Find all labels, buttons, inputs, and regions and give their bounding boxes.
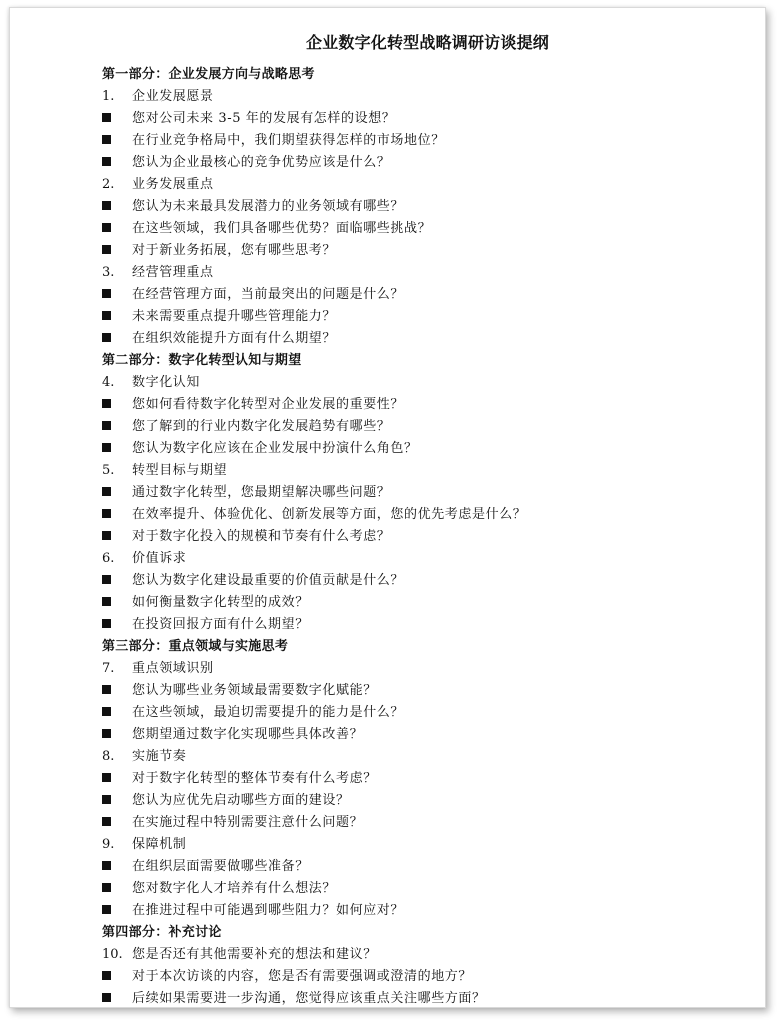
item-label: 企业发展愿景 [132,89,214,104]
item-number: 8. [102,749,115,764]
item-label: 经营管理重点 [132,265,214,280]
question-item [102,526,745,548]
question-text: 您如何看待数字化转型对企业发展的重要性？ [132,397,405,412]
square-bullet-icon [102,993,111,1002]
numbered-item [102,86,745,108]
square-bullet-icon [102,883,111,892]
question-item [102,416,745,438]
question-item [102,482,745,504]
square-bullet-icon [102,597,111,606]
question-text: 对于数字化转型的整体节奏有什么考虑？ [132,771,377,786]
section-heading: 第三部分：重点领域与实施思考 [102,639,289,654]
numbered-item [102,944,745,966]
item-number: 6. [102,551,115,566]
question-item [102,152,745,174]
question-item [102,966,745,988]
question-text: 对于新业务拓展，您有哪些思考？ [132,243,337,258]
question-text: 在实施过程中特别需要注意什么问题？ [132,815,364,830]
square-bullet-icon [102,619,111,628]
question-text: 在投资回报方面有什么期望？ [132,617,309,632]
square-bullet-icon [102,399,111,408]
square-bullet-icon [102,157,111,166]
question-text: 您认为哪些业务领域最需要数字化赋能？ [132,683,377,698]
square-bullet-icon [102,773,111,782]
square-bullet-icon [102,245,111,254]
item-number: 7. [102,661,115,676]
question-text: 在经营管理方面，当前最突出的问题是什么？ [132,287,405,302]
document-title: 企业数字化转型战略调研访谈提纲 [305,33,549,52]
square-bullet-icon [102,509,111,518]
question-text: 在这些领域，我们具备哪些优势？面临哪些挑战？ [132,221,432,236]
question-item [102,504,745,526]
question-item [102,988,745,1010]
question-text: 如何衡量数字化转型的成效？ [132,595,309,610]
question-text: 在效率提升、体验优化、创新发展等方面，您的优先考虑是什么？ [132,507,527,522]
question-item [102,790,745,812]
question-text: 后续如果需要进一步沟通，您觉得应该重点关注哪些方面？ [132,991,486,1006]
question-text: 未来需要重点提升哪些管理能力？ [132,309,337,324]
question-item [102,306,745,328]
square-bullet-icon [102,223,111,232]
item-number: 10. [102,947,123,962]
item-number: 9. [102,837,115,852]
question-item [102,328,745,350]
section-heading: 第四部分：补充讨论 [102,925,222,940]
question-item [102,680,745,702]
numbered-item [102,174,745,196]
question-item [102,724,745,746]
square-bullet-icon [102,333,111,342]
square-bullet-icon [102,311,111,320]
item-label: 保障机制 [132,837,187,852]
question-text: 您认为数字化建设最重要的价值贡献是什么？ [132,573,405,588]
square-bullet-icon [102,531,111,540]
question-item [102,592,745,614]
square-bullet-icon [102,817,111,826]
numbered-item [102,746,745,768]
item-label: 您是否还有其他需要补充的想法和建议？ [132,947,377,962]
square-bullet-icon [102,113,111,122]
numbered-item [102,834,745,856]
section-2 [102,350,745,636]
question-text: 在推进过程中可能遇到哪些阻力？如何应对？ [132,903,405,918]
numbered-item [102,372,745,394]
question-text: 您对公司未来 3-5 年的发展有怎样的设想？ [132,111,396,126]
question-item [102,570,745,592]
numbered-item [102,548,745,570]
question-text: 对于数字化投入的规模和节奏有什么考虑？ [132,529,391,544]
question-item [102,878,745,900]
question-text: 您认为未来最具发展潜力的业务领域有哪些？ [132,199,405,214]
question-text: 您期望通过数字化实现哪些具体改善？ [132,727,364,742]
item-number: 2. [102,177,115,192]
question-item [102,394,745,416]
document-body [102,64,745,1010]
question-item [102,614,745,636]
item-label: 转型目标与期望 [132,463,228,478]
question-item [102,196,745,218]
item-label: 价值诉求 [132,551,187,566]
section-3 [102,636,745,922]
square-bullet-icon [102,795,111,804]
question-text: 您认为应优先启动哪些方面的建设？ [132,793,350,808]
square-bullet-icon [102,575,111,584]
question-text: 您了解到的行业内数字化发展趋势有哪些？ [132,419,391,434]
question-item [102,438,745,460]
item-label: 数字化认知 [132,375,201,390]
square-bullet-icon [102,421,111,430]
section-heading: 第一部分：企业发展方向与战略思考 [102,67,315,82]
square-bullet-icon [102,135,111,144]
item-number: 5. [102,463,115,478]
square-bullet-icon [102,905,111,914]
question-text: 在这些领域，最迫切需要提升的能力是什么？ [132,705,405,720]
square-bullet-icon [102,971,111,980]
numbered-item [102,460,745,482]
section-heading: 第二部分：数字化转型认知与期望 [102,353,302,368]
question-text: 在组织效能提升方面有什么期望？ [132,331,337,346]
square-bullet-icon [102,289,111,298]
section-4 [102,922,745,1010]
question-item [102,284,745,306]
numbered-item [102,658,745,680]
square-bullet-icon [102,443,111,452]
item-label: 重点领域识别 [132,661,214,676]
square-bullet-icon [102,685,111,694]
square-bullet-icon [102,201,111,210]
item-number: 1. [102,89,115,104]
question-item [102,768,745,790]
item-label: 实施节奏 [132,749,187,764]
question-text: 您对数字化人才培养有什么想法？ [132,881,337,896]
question-item [102,108,745,130]
question-item [102,130,745,152]
question-text: 您认为数字化应该在企业发展中扮演什么角色？ [132,441,418,456]
question-text: 通过数字化转型，您最期望解决哪些问题？ [132,485,391,500]
question-item [102,218,745,240]
question-text: 您认为企业最核心的竞争优势应该是什么？ [132,155,391,170]
item-number: 3. [102,265,115,280]
question-text: 对于本次访谈的内容，您是否有需要强调或澄清的地方？ [132,969,473,984]
square-bullet-icon [102,487,111,496]
numbered-item [102,262,745,284]
question-item [102,702,745,724]
item-number: 4. [102,375,115,390]
square-bullet-icon [102,729,111,738]
question-item [102,240,745,262]
square-bullet-icon [102,707,111,716]
section-1 [102,64,745,350]
question-item [102,812,745,834]
question-item [102,856,745,878]
item-label: 业务发展重点 [132,177,214,192]
question-item [102,900,745,922]
square-bullet-icon [102,861,111,870]
document-page [9,7,766,1008]
question-text: 在行业竞争格局中，我们期望获得怎样的市场地位？ [132,133,445,148]
question-text: 在组织层面需要做哪些准备？ [132,859,309,874]
